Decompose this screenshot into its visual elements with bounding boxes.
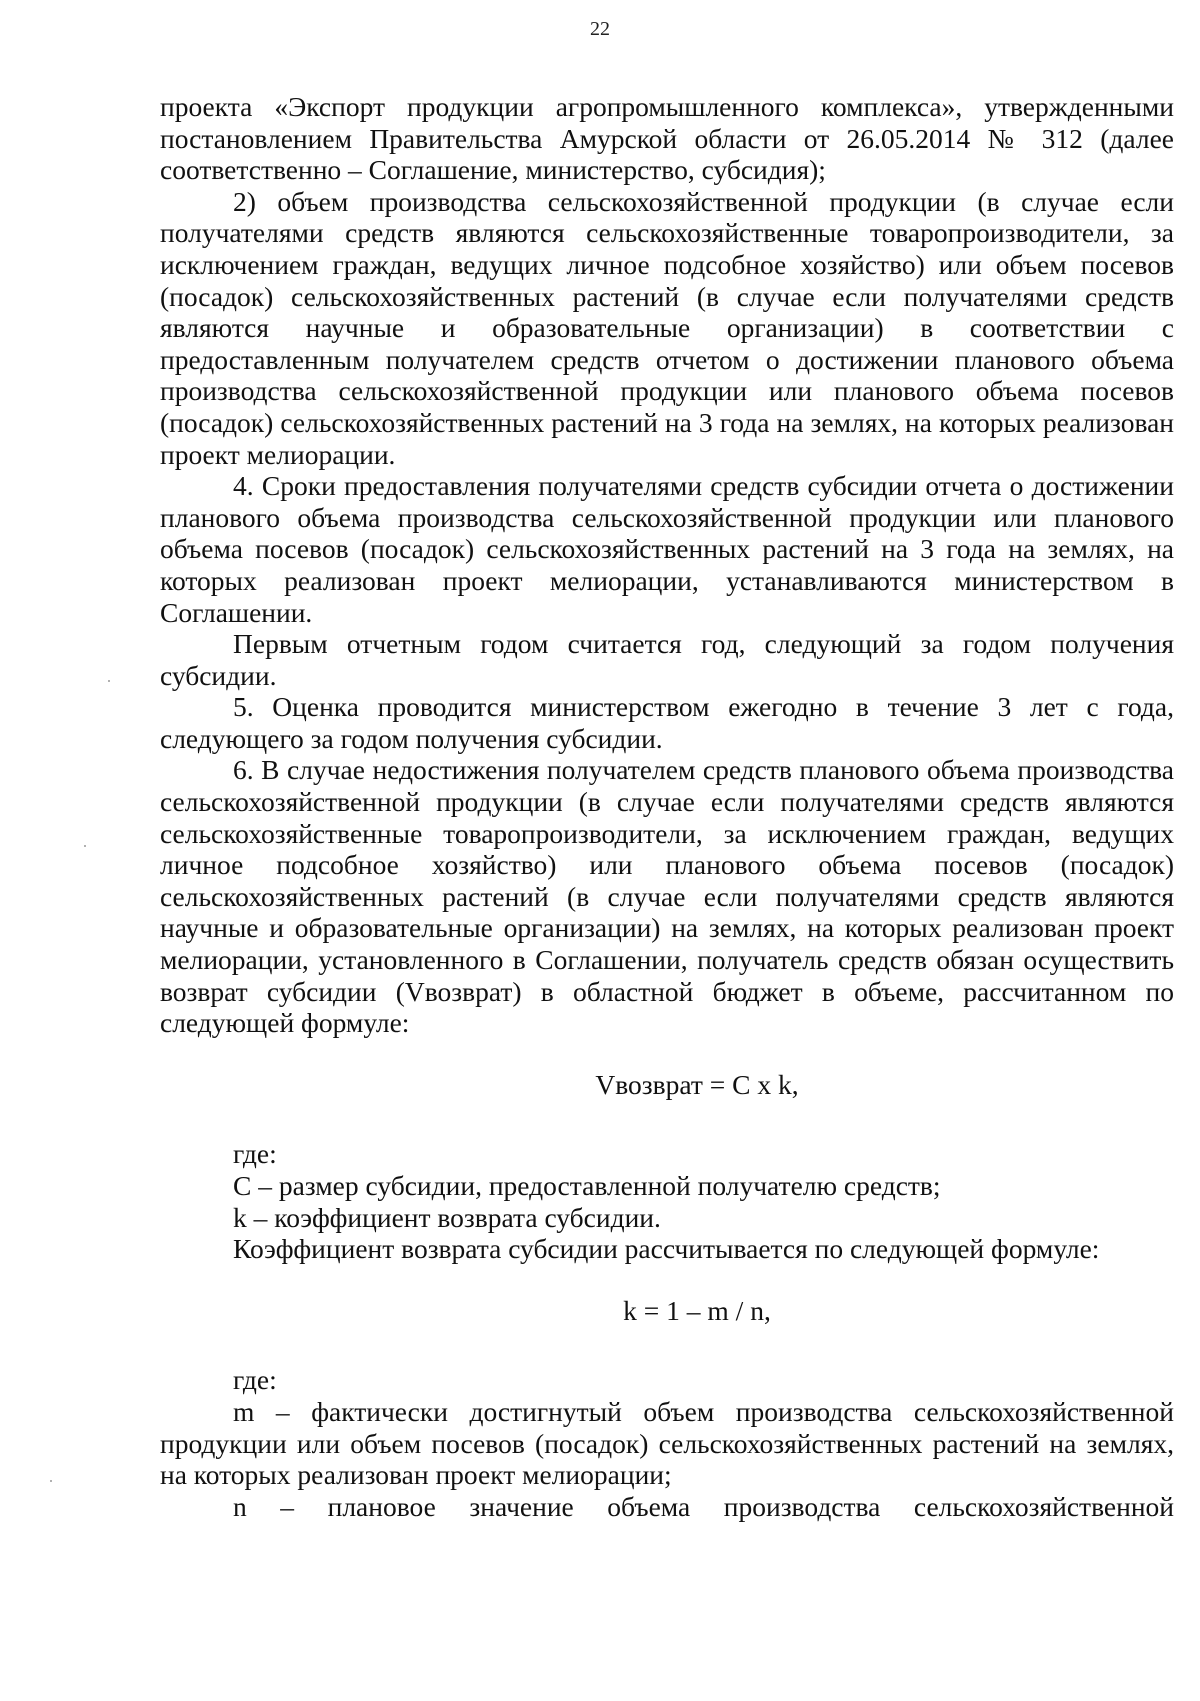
document-body (160, 91, 1174, 1522)
scan-speck (84, 845, 86, 847)
paragraph-item-2: 2) объем производства сельскохозяйственной продукции (в случае если получателями средств являются сельскохозяйственные товаропроизводители, за исключением граждан, ведущих личное подсобное хозяйство) или объем посевов (посадок) сельскохозяйственных растений (в случае если получателями средств являются научные и образовательные организации) в соответствии с предоставленным получателем средств отчетом о достижении планового объема производства сельскохозяйственной продукции или планового объема посевов (посадок) сельскохозяйственных растений на 3 года на землях, на которых реализован проект мелиорации. (160, 185, 1174, 470)
paragraph-continuation: проекта «Экспорт продукции агропромышленного комплекса», утвержденными постановлением Правительства Амурской области от 26.05.2014 № 312 (далее соответственно – Соглашение, министерство, субсидия); (160, 91, 1174, 186)
formula-return-volume: Vвозврат = C x k, (595, 1068, 799, 1100)
paragraph-item-4: 4. Сроки предоставления получателями средств субсидии отчета о достижении планового объема производства сельскохозяйственной продукции или планового объема посевов (посадок) сельскохозяйственных растений на 3 года на землях, на которых реализован проект мелиорации, устанавливаются министерством в Соглашении. (160, 470, 1174, 628)
formula-coefficient: k = 1 – m / n, (623, 1294, 771, 1326)
paragraph-item-5: 5. Оценка проводится министерством ежегодно в течение 3 лет с года, следующего за годом получения субсидии. (160, 691, 1174, 754)
definition-m: m – фактически достигнутый объем производства сельскохозяйственной продукции или объем посевов (посадок) сельскохозяйственных растений на землях, на которых реализован проект мелиорации; (160, 1395, 1174, 1491)
paragraph-item-6: 6. В случае недостижения получателем средств планового объема производства сельскохозяйственной продукции (в случае если получателями средств являются сельскохозяйственные товаропроизводители, за исключением граждан, ведущих личное подсобное хозяйство) или планового объема посевов (посадок) сельскохозяйственных растений (в случае если получателями средств являются научные и образовательные организации) на землях, на которых реализован проект мелиорации, установленного в Соглашении, получатель средств обязан осуществить возврат субсидии (Vвозврат) в областной бюджет в объеме, рассчитанном по следующей формуле: (160, 754, 1174, 1039)
coefficient-intro: Коэффициент возврата субсидии рассчитывается по следующей формуле: (233, 1233, 1100, 1265)
page-number: 22 (590, 18, 610, 40)
definition-c: С – размер субсидии, предоставленной получателю средств; (233, 1170, 941, 1201)
definition-n: n – плановое значение объема производства сельскохозяйственной (233, 1490, 1174, 1522)
scan-speck (108, 680, 110, 682)
paragraph-first-report-year: Первым отчетным годом считается год, следующий за годом получения субсидии. (160, 628, 1174, 691)
scan-speck (50, 1480, 52, 1482)
where-label-2: где: (233, 1364, 277, 1396)
where-label-1: где: (233, 1138, 277, 1170)
definition-k: k – коэффициент возврата субсидии. (233, 1201, 661, 1233)
